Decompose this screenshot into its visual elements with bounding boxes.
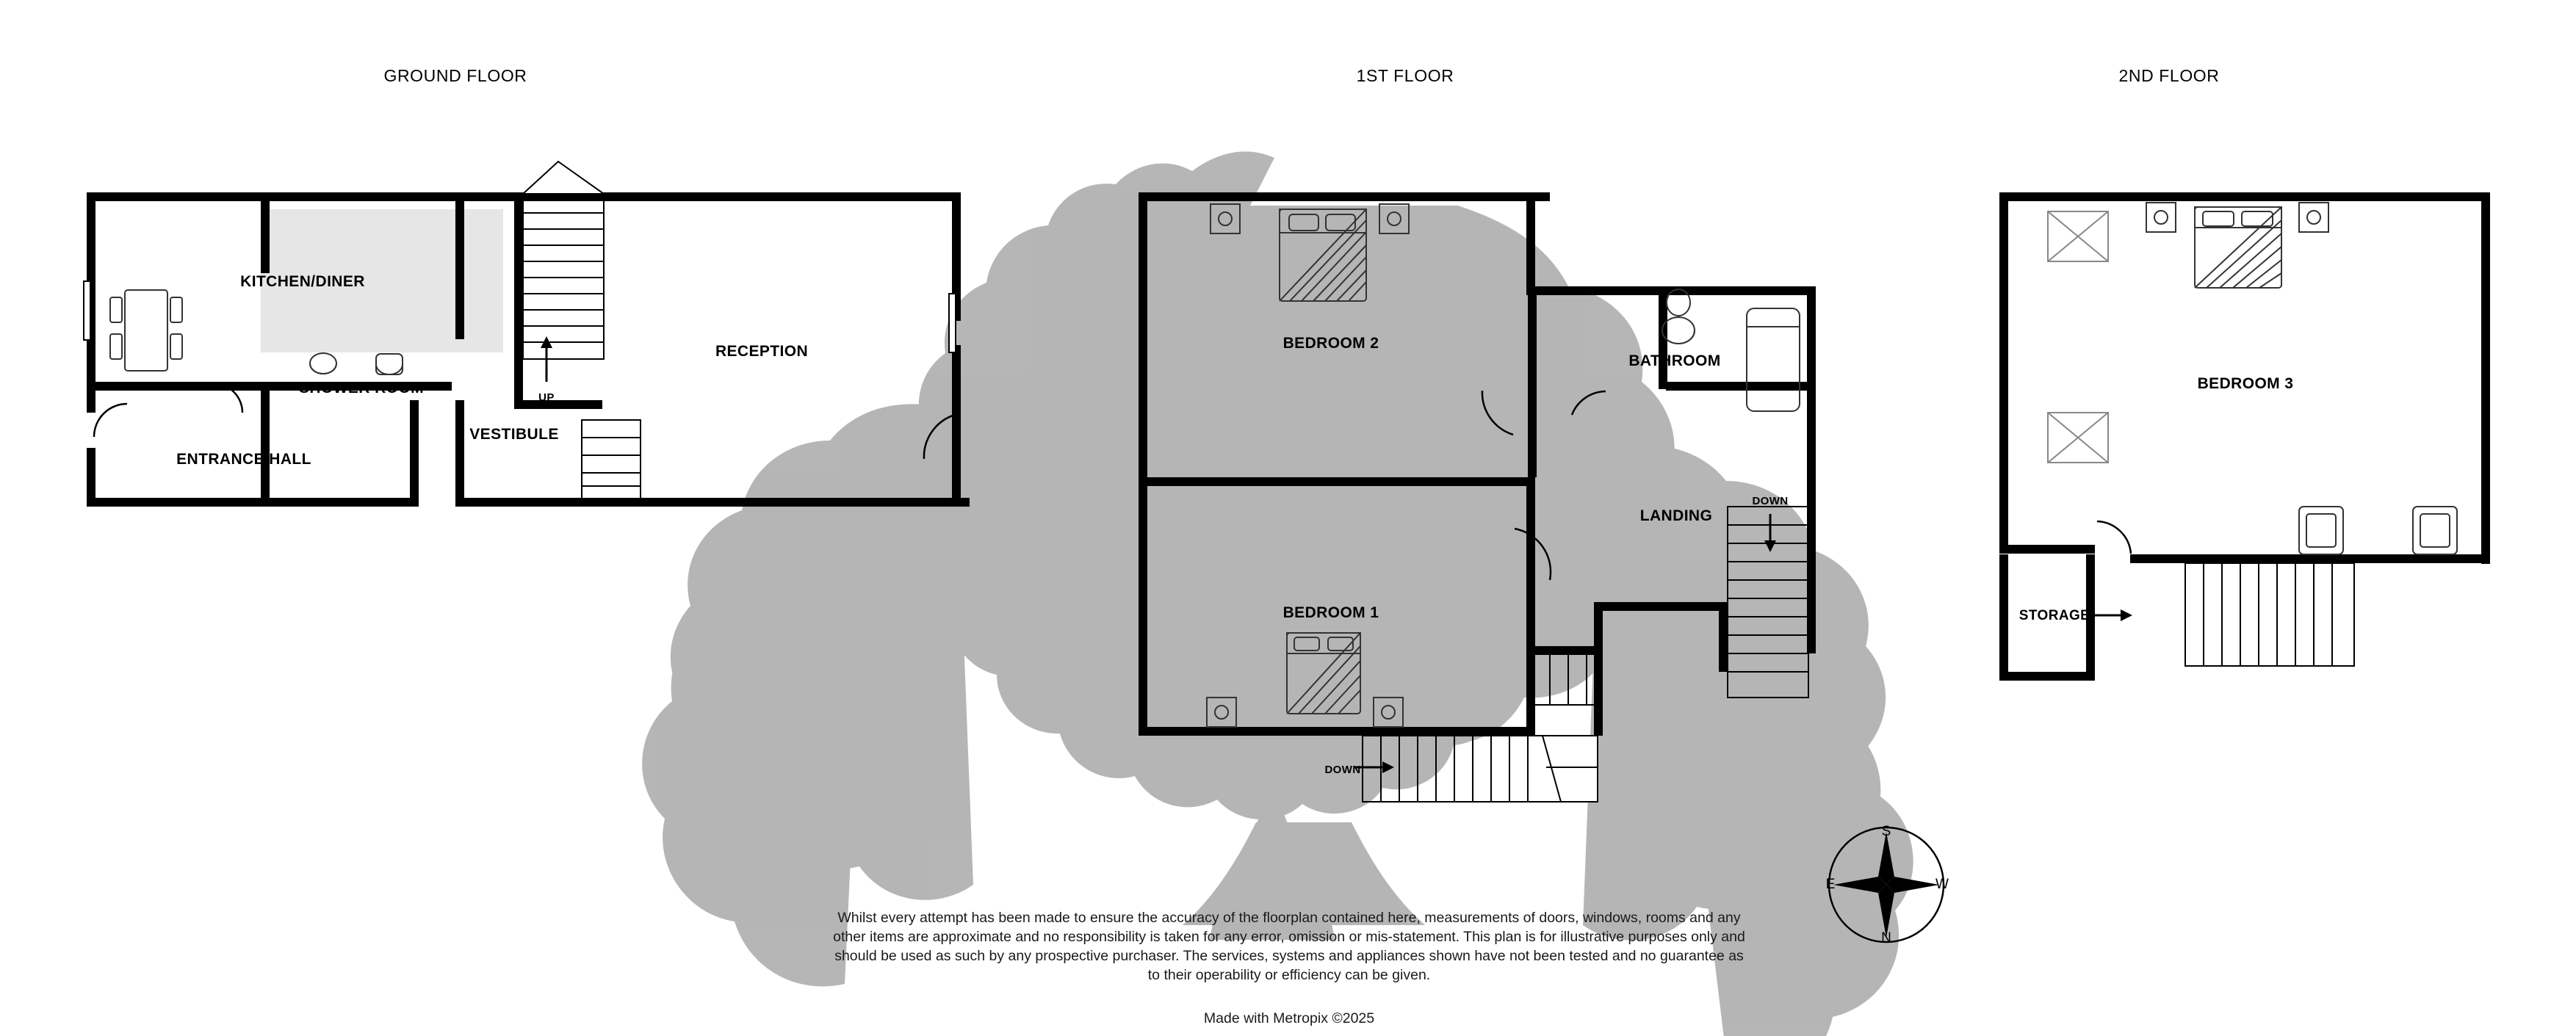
compass-label-right: W (1935, 877, 1949, 892)
room-label-bedroom-3: BEDROOM 3 (2197, 375, 2294, 392)
stair-marker-down-bedroom1: DOWN (1324, 764, 1361, 776)
room-label-bedroom-1: BEDROOM 1 (1282, 604, 1379, 621)
storage-arrow-icon (2095, 609, 2132, 621)
room-label-kitchen-diner: KITCHEN/DINER (240, 273, 365, 290)
room-label-shower-room: SHOWER ROOM (298, 380, 425, 396)
compass-label-left: E (1825, 877, 1836, 892)
room-label-entrance-hall: ENTRANCE HALL (176, 451, 311, 468)
compass-label-bottom: N (1881, 930, 1891, 946)
room-label-vestibule: VESTIBULE (469, 426, 559, 443)
disclaimer-text: Whilst every attempt has been made to ensure the accuracy of the floorplan contained here, measurements of doors, windows, rooms and any other items are approximate and no responsibility is taken for any error, omission or mis-statement. This plan is for illustrative purposes only and should be used as such by any prospective purchaser. The services, systems and appliances shown have not been tested and no guarantee as to their operability or efficiency can be given. (833, 910, 1745, 983)
stair-marker-up: UP (538, 391, 555, 404)
made-with-credit: Made with Metropix ©2025 (1203, 1010, 1375, 1026)
room-label-landing: LANDING (1639, 507, 1713, 524)
stair-marker-down-landing: DOWN (1752, 495, 1789, 507)
room-label-reception: RECEPTION (715, 343, 809, 360)
floor-title-first: 1ST FLOOR (1356, 66, 1454, 85)
compass-rose (1820, 819, 1952, 951)
tree-overlay (642, 151, 1913, 1036)
room-label-bathroom: BATHROOM (1628, 352, 1721, 369)
room-label-storage: STORAGE (2018, 608, 2090, 623)
floor-title-ground: GROUND FLOOR (383, 66, 527, 85)
room-label-bedroom-2: BEDROOM 2 (1282, 335, 1379, 352)
floor-title-second: 2ND FLOOR (2118, 66, 2220, 85)
compass-label-top: S (1881, 824, 1891, 839)
